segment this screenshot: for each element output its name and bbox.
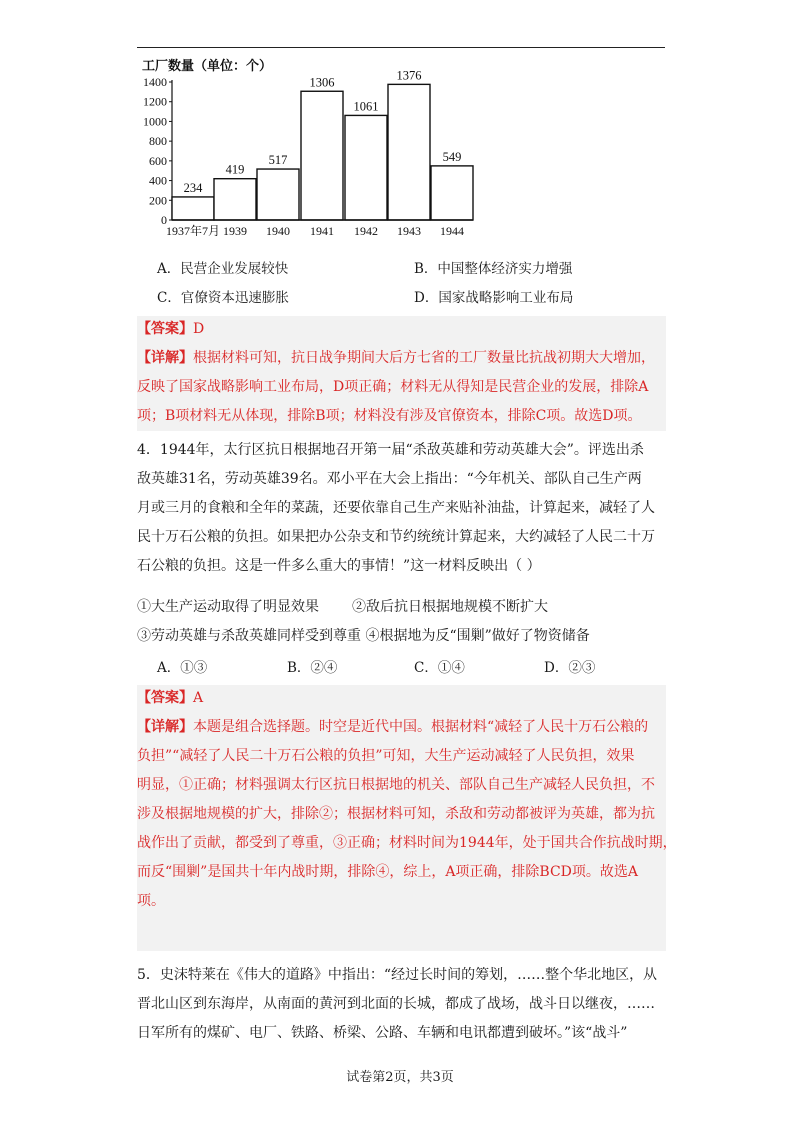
q4-option-d[interactable]: D．②③ xyxy=(544,660,596,676)
q4-answer-box xyxy=(137,685,677,951)
q4-detail-line-6: 而反“围剿”是国共十年内战时期，排除④，综上，A项正确，排除BCD项。故选A xyxy=(137,864,639,880)
answer-tag: 【答案】 xyxy=(137,321,193,337)
bar-value-label: 1376 xyxy=(396,68,422,83)
q3-option-b[interactable]: B．中国整体经济实力增强 xyxy=(414,261,573,277)
q4-detail-line-3: 明显，①正确；材料强调太行区抗日根据地的机关、部队自己生产减轻人民负担，不 xyxy=(137,777,655,793)
q3-answer-box xyxy=(137,316,666,431)
bars xyxy=(172,68,473,220)
q3-detail-line-3: 项；B项材料无从体现，排除B项；材料没有涉及官僚资本，排除C项。故选D项。 xyxy=(137,408,642,424)
bar xyxy=(214,179,256,220)
y-tick-label: 600 xyxy=(149,153,167,168)
detail-text: 根据材料可知，抗日战争期间大后方七省的工厂数量比抗战初期大大增加， xyxy=(193,350,655,366)
y-tick-label: 0 xyxy=(161,213,167,227)
y-tick-label: 200 xyxy=(149,193,167,208)
y-tick-label: 400 xyxy=(149,173,167,188)
answer-value: D xyxy=(193,321,205,337)
answer-tag: 【答案】 xyxy=(137,690,193,706)
bar xyxy=(301,91,343,220)
q3-option-a[interactable]: A．民营企业发展较快 xyxy=(157,261,289,277)
q3-option-d[interactable]: D．国家战略影响工业布局 xyxy=(414,290,574,306)
bar xyxy=(172,197,214,220)
q4-answer-line xyxy=(137,688,203,708)
x-tick-label: 1940 xyxy=(266,224,290,236)
bar-value-label: 234 xyxy=(183,180,203,195)
q4-stem-line-1: 4．1944年，太行区抗日根据地召开第一届“杀敌英雄和劳动英雄大会”。评选出杀 xyxy=(137,442,644,458)
q4-detail-line-5: 战作出了贡献，都受到了尊重，③正确；材料时间为1944年，处于国共合作抗战时期， xyxy=(137,835,677,851)
bar-value-label: 1061 xyxy=(353,99,379,114)
answer-value: A xyxy=(193,690,204,706)
q4-detail-line-4: 涉及根据地规模的扩大，排除②；根据材料可知，杀敌和劳动都被评为英雄，都为抗 xyxy=(137,806,655,822)
y-axis xyxy=(143,75,172,227)
q4-stem-line-2: 敌英雄31名，劳动英雄39名。邓小平在大会上指出：“今年机关、部队自己生产两 xyxy=(137,471,642,487)
x-tick-label: 1944 xyxy=(440,224,464,236)
q4-stem-line-3: 月或三月的食粮和全年的菜蔬，还要依靠自己生产来贴补油盐，计算起来，减轻了人 xyxy=(137,500,655,516)
q3-detail-line-1 xyxy=(137,348,655,368)
y-tick-label: 1400 xyxy=(143,75,167,89)
q4-option-a[interactable]: A．①③ xyxy=(157,660,208,676)
bar xyxy=(388,84,430,220)
q4-items-3-4: ③劳动英雄与杀敌英雄同样受到尊重 ④根据地为反“围剿”做好了物资储备 xyxy=(137,628,590,644)
q4-item-1: ①大生产运动取得了明显效果 xyxy=(137,599,319,615)
y-tick-label: 800 xyxy=(149,134,167,149)
bar xyxy=(345,115,387,220)
q4-option-b[interactable]: B．②④ xyxy=(287,660,338,676)
bar-value-label: 1306 xyxy=(309,75,335,90)
bar-value-label: 549 xyxy=(442,149,462,164)
q5-stem-line-3: 日军所有的煤矿、电厂、铁路、桥梁、公路、车辆和电讯都遭到破坏。”该“战斗” xyxy=(137,1025,628,1041)
detail-tag: 【详解】 xyxy=(137,350,193,366)
x-tick-label: 1942 xyxy=(354,224,378,236)
q3-detail-line-2: 反映了国家战略影响工业布局，D项正确；材料无从得知是民营企业的发展，排除A xyxy=(137,379,649,395)
q4-detail-line-1 xyxy=(137,717,648,737)
factory-count-bar-chart xyxy=(135,56,485,236)
q4-stem-line-4: 民十万石公粮的负担。如果把办公杂支和节约统统计算起来，大约减轻了人民二十万 xyxy=(137,529,655,545)
y-tick-label: 1200 xyxy=(143,94,167,109)
q5-stem-line-2: 晋北山区到东海岸，从南面的黄河到北面的长城，都成了战场，战斗日以继夜，…… xyxy=(137,996,655,1012)
header-rule xyxy=(137,47,665,48)
x-tick-label: 1937年7月 xyxy=(165,224,221,236)
bar-value-label: 517 xyxy=(268,153,288,168)
q4-option-c[interactable]: C．①④ xyxy=(414,660,465,676)
q3-option-c[interactable]: C．官僚资本迅速膨胀 xyxy=(157,290,289,306)
detail-text: 本题是组合选择题。时空是近代中国。根据材料“减轻了人民十万石公粮的 xyxy=(193,719,649,735)
y-tick-label: 1000 xyxy=(143,114,167,129)
bar-value-label: 419 xyxy=(225,162,245,177)
q4-stem-line-5: 石公粮的负担。这是一件多么重大的事情！”这一材料反映出（ ） xyxy=(137,558,541,574)
q5-stem-line-1: 5．史沫特莱在《伟大的道路》中指出：“经过长时间的筹划，……整个华北地区，从 xyxy=(137,967,658,983)
q4-item-2: ②敌后抗日根据地规模不断扩大 xyxy=(352,599,548,615)
q4-detail-line-7: 项。 xyxy=(137,893,165,909)
chart-title: 工厂数量（单位：个） xyxy=(142,58,273,73)
x-tick-label: 1939 xyxy=(223,224,247,236)
x-axis xyxy=(166,220,473,236)
page-footer: 试卷第2页，共3页 xyxy=(346,1070,454,1085)
q3-answer-line xyxy=(137,319,204,339)
detail-tag: 【详解】 xyxy=(137,719,193,735)
bar xyxy=(257,169,299,220)
x-tick-label: 1941 xyxy=(310,224,334,236)
bar xyxy=(431,166,473,220)
x-tick-label: 1943 xyxy=(397,224,421,236)
q4-detail-line-2: 负担”“减轻了人民二十万石公粮的负担”可知，大生产运动减轻了人民负担，效果 xyxy=(137,748,635,764)
